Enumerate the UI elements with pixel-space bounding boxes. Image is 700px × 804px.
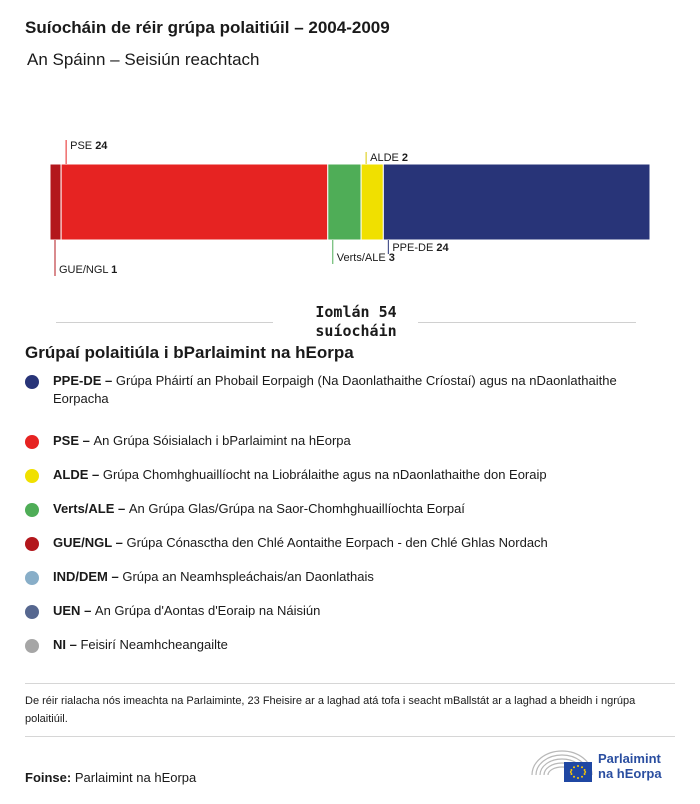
legend-description: An Grúpa Glas/Grúpa na Saor-Chomhghuaillíochta Eorpaí (128, 501, 465, 516)
legend-swatch (25, 639, 39, 653)
legend-item: IND/DEM – Grúpa an Neamhspleáchais/an Daonlathais (25, 568, 673, 586)
bar-segment (383, 164, 650, 240)
stacked-bar-chart (0, 130, 700, 290)
total-seats (56, 303, 636, 343)
legend-code: IND/DEM (53, 569, 108, 584)
total-suffix: suíocháin (315, 322, 397, 340)
chart-title: Suíocháin de réir grúpa polaitiúil – 2004-2009 (25, 18, 390, 37)
total-prefix: Iomlán (315, 303, 370, 321)
legend-swatch (25, 375, 39, 389)
footnote: De réir rialacha nós imeachta na Parlaiminte, 23 Fheisire ar a laghad atá tofa i seacht mBallstát ar a laghad a bheidh i ngrúpa polaitiúil. (25, 695, 636, 725)
source-text: Parlaimint na hEorpa (74, 770, 197, 785)
legend-item: GUE/NGL – Grúpa Cónasctha den Chlé Aontaithe Eorpach - den Chlé Ghlas Nordach (25, 534, 673, 552)
bar-segment (328, 164, 361, 240)
legend-item: PSE – An Grúpa Sóisialach i bParlaimint na hEorpa (25, 432, 673, 450)
data-label: GUE/NGL 1 (59, 264, 118, 276)
legend-item: PPE-DE – Grúpa Pháirtí an Phobail Eorpaigh (Na Daonlathaithe Críostaí) agus na nDaonlathaithe Eorpacha (25, 372, 673, 408)
legend-swatch (25, 503, 39, 517)
bar-segment (50, 164, 61, 240)
data-label: Verts/ALE 3 (336, 252, 395, 264)
legend-swatch (25, 435, 39, 449)
bar-segment (361, 164, 383, 240)
legend-code: GUE/NGL (53, 535, 112, 550)
legend-description: Grúpa Chomhghuaillíocht na Liobrálaithe agus na nDaonlathaithe don Eoraip (102, 467, 547, 482)
legend-code: PSE (53, 433, 80, 448)
total-divider-right (418, 322, 636, 323)
legend-swatch (25, 605, 39, 619)
legend-description: Grúpa an Neamhspleáchais/an Daonlathais (122, 569, 374, 584)
legend-description: An Grúpa Sóisialach i bParlaimint na hEorpa (93, 433, 351, 448)
legend-code: UEN (53, 603, 81, 618)
legend-description: Grúpa Pháirtí an Phobail Eorpaigh (Na Daonlathaithe Críostaí) agus na nDaonlathaithe Eorpacha (53, 373, 617, 406)
source-label: Foinse: (25, 770, 72, 785)
legend-swatch (25, 469, 39, 483)
parliament-logo (530, 745, 680, 785)
chart-subtitle: An Spáinn – Seisiún reachtach (27, 50, 260, 69)
data-label: PSE 24 (70, 140, 108, 152)
legend-code: NI (53, 637, 66, 652)
data-label: PPE-DE 24 (392, 242, 449, 254)
legend-code: ALDE (53, 467, 89, 482)
total-divider-left (56, 322, 273, 323)
divider-bottom (25, 736, 675, 737)
total-value: 54 (378, 303, 397, 321)
bar-segment (61, 164, 328, 240)
data-label: ALDE 2 (370, 152, 409, 164)
source (25, 770, 196, 785)
legend-item: ALDE – Grúpa Chomhghuaillíocht na Liobrálaithe agus na nDaonlathaithe don Eoraip (25, 466, 673, 484)
legend-description: Feisirí Neamhcheangailte (80, 637, 228, 652)
hemicycle-icon (530, 745, 594, 785)
legend-swatch (25, 537, 39, 551)
legend-swatch (25, 571, 39, 585)
logo-line1: Parlaimint (598, 751, 661, 766)
legend-description: An Grúpa d'Aontas d'Eoraip na Náisiún (94, 603, 321, 618)
legend-item: Verts/ALE – An Grúpa Glas/Grúpa na Saor-Chomhghuaillíochta Eorpaí (25, 500, 673, 518)
divider-top (25, 683, 675, 684)
legend-code: Verts/ALE (53, 501, 115, 516)
logo-line2: na hEorpa (598, 766, 662, 781)
legend-item: NI – Feisirí Neamhcheangailte (25, 636, 673, 654)
legend-description: Grúpa Cónasctha den Chlé Aontaithe Eorpach - den Chlé Ghlas Nordach (126, 535, 548, 550)
legend-code: PPE-DE (53, 373, 102, 388)
legend-title: Grúpaí polaitiúla i bParlaimint na hEorpa (25, 343, 354, 362)
legend-item: UEN – An Grúpa d'Aontas d'Eoraip na Náisiún (25, 602, 673, 620)
